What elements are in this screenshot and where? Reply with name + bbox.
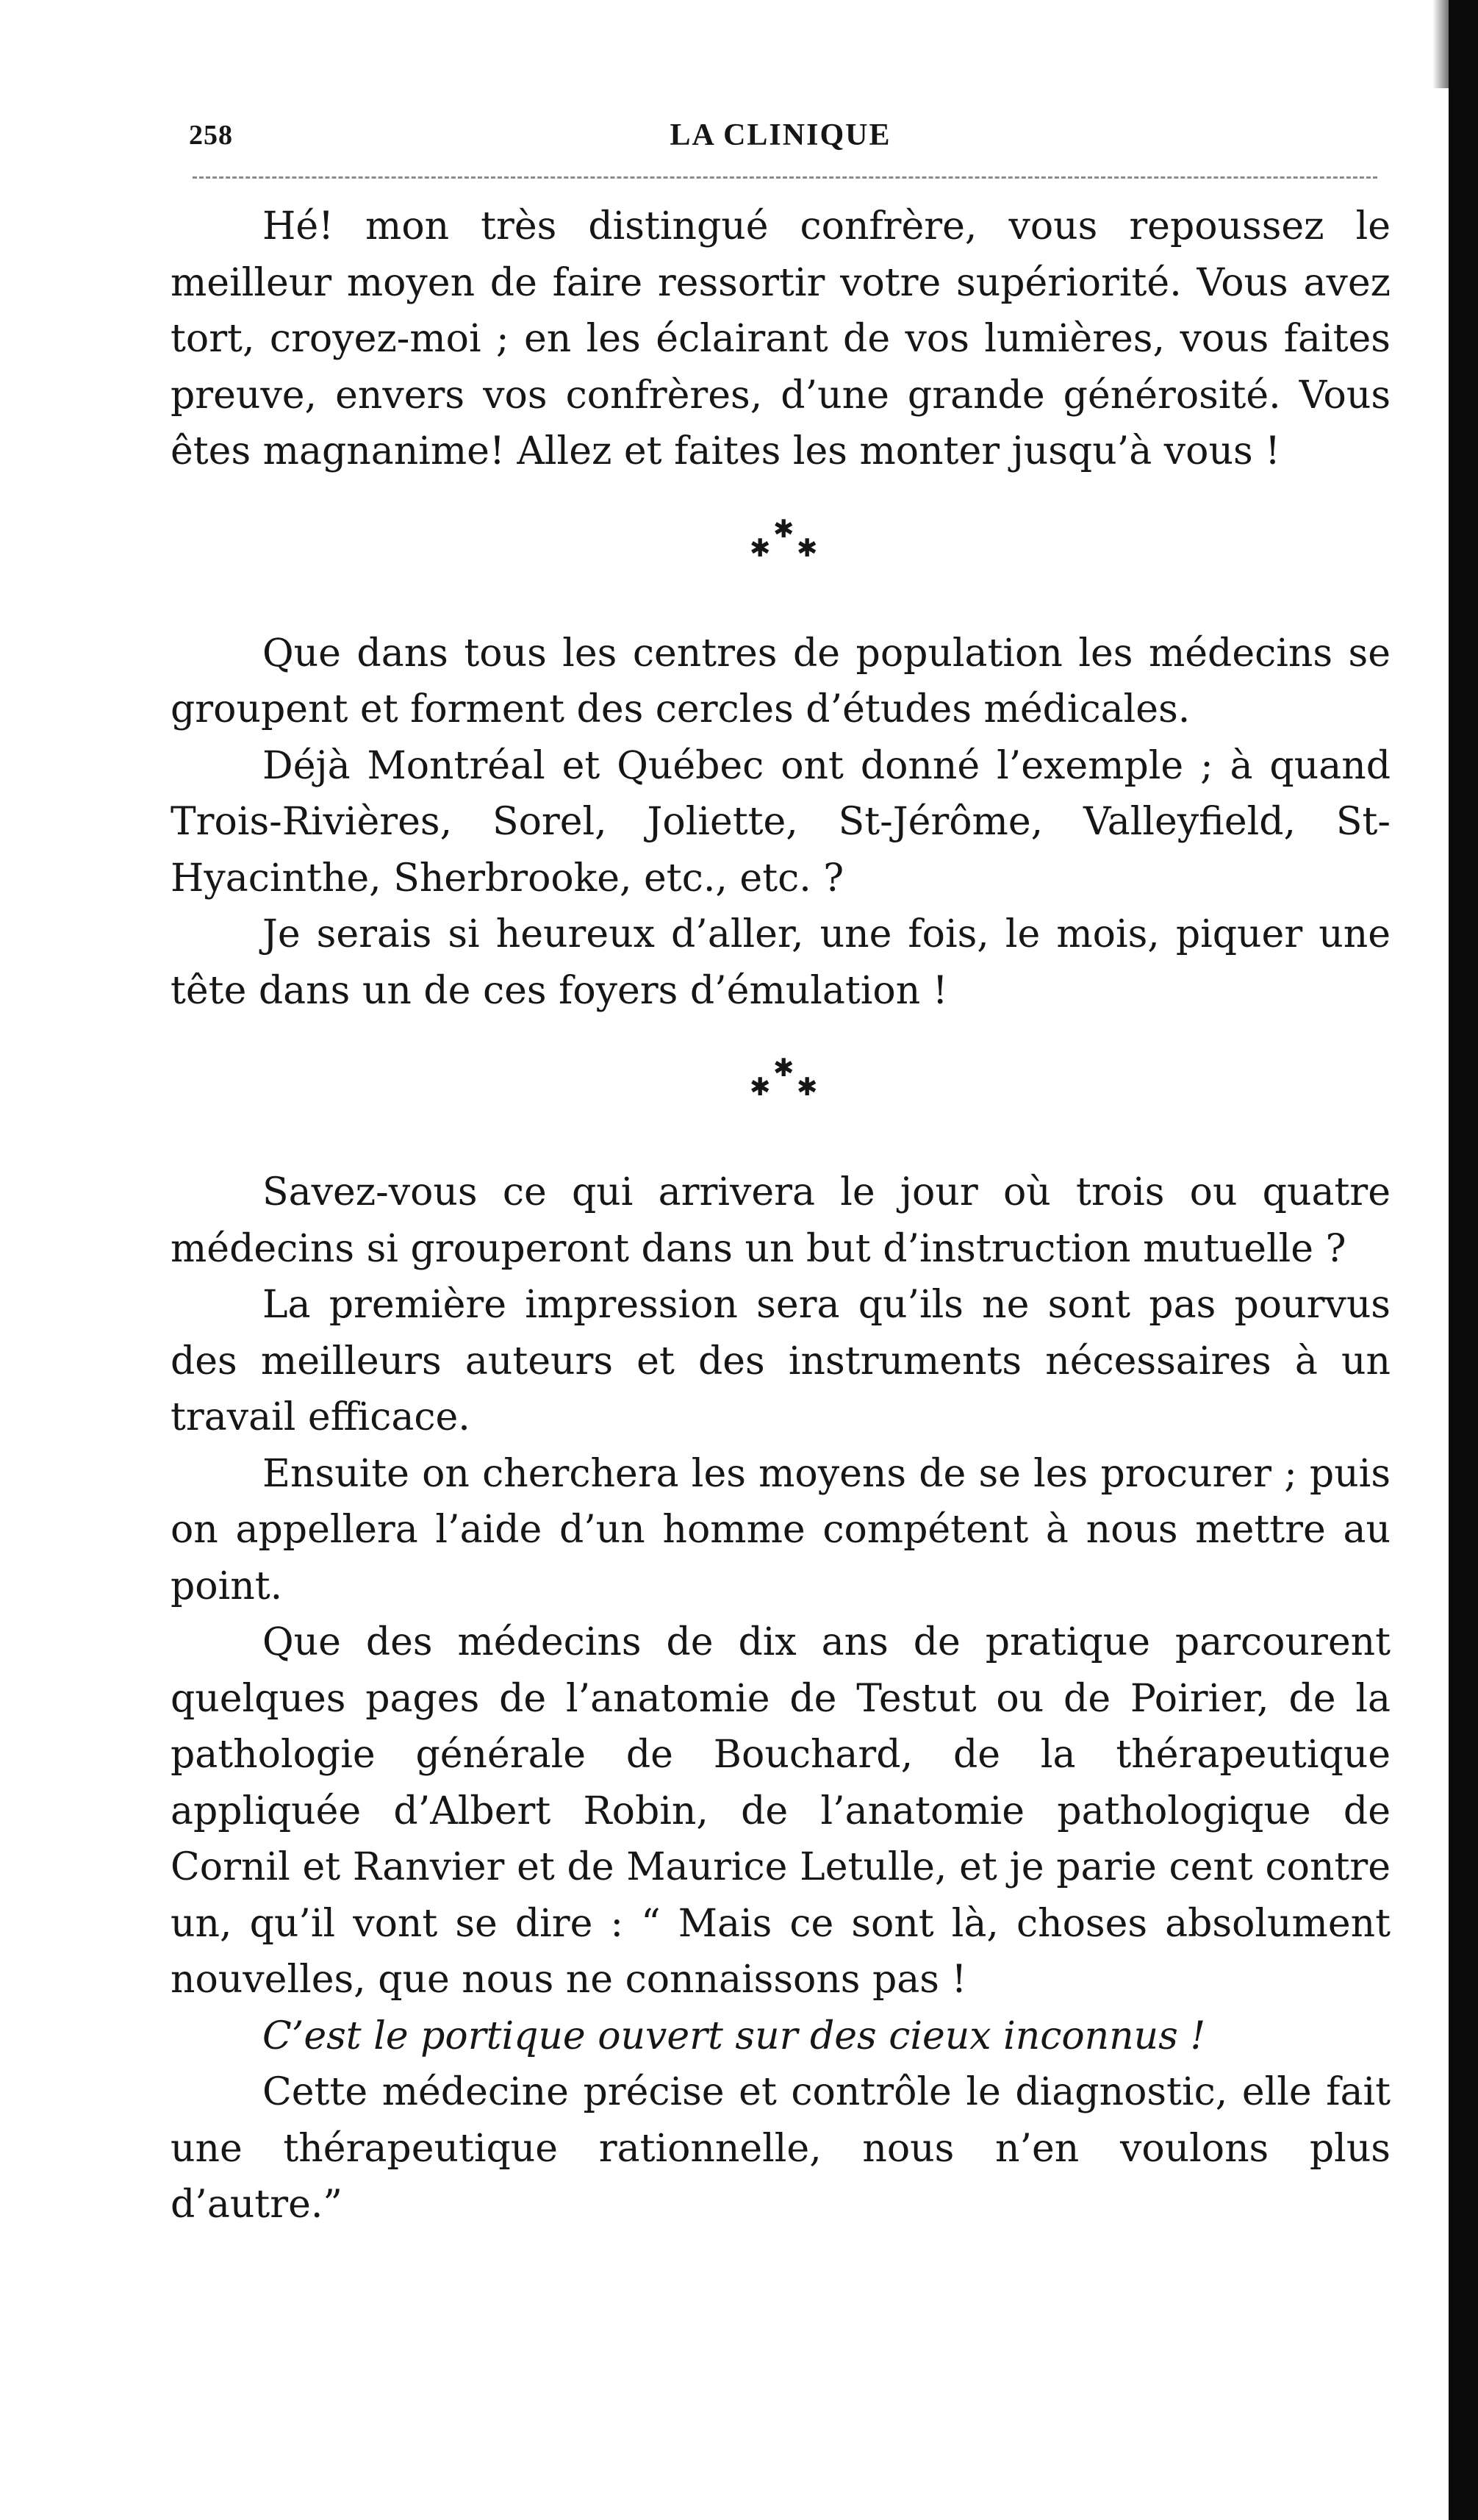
- running-header: [171, 110, 1391, 162]
- paragraph: Que des médecins de dix ans de pratique parcourent quelques pages de l’anatomie de Testut ou de Poirier, de la pathologie générale de Bouchard, de la thérapeutique appliquée d’Albert Robin, de l’anatomie pathologique de Cornil et Ranvier et de Maurice Letulle, et je parie cent contre un, qu’il vont se dire : “ Mais ce sont là, choses absolument nouvelles, que nous ne connaissons pas !: [171, 1620, 1391, 2002]
- asterism-star-icon: ✱: [750, 533, 771, 563]
- paragraph: Je serais si heureux d’aller, une fois, le mois, piquer une tête dans un de ces foyers d’émulation !: [171, 912, 1391, 1013]
- paragraph: Savez-vous ce qui arrivera le jour où trois ou quatre médecins si grouperont dans un but d’instruction mutuelle ?: [171, 1170, 1391, 1271]
- paragraph: Déjà Montréal et Québec ont donné l’exemple ; à quand Trois-Rivières, Sorel, Joliette, St-Jérôme, Valleyfield, St-Hyacinthe, Sherbrooke, etc., etc. ?: [171, 743, 1391, 901]
- asterism-star-icon: ✱: [773, 1053, 794, 1083]
- asterism-star-icon: ✱: [797, 533, 818, 563]
- paragraph: Cette médecine précise et contrôle le diagnostic, elle fait une thérapeutique rationnelle, nous n’en voulons plus d’autre.”: [171, 2070, 1391, 2227]
- body-text: [171, 198, 1391, 2233]
- italic-quote: C’est le portique ouvert sur des cieux inconnus !: [262, 2014, 1206, 2058]
- paragraph: Hé! mon très distingué confrère, vous repoussez le meilleur moyen de faire ressortir votre supériorité. Vous avez tort, croyez-moi ; en les éclairant de vos lumières, vous faites preuve, envers vos confrères, d’une grande générosité. Vous êtes magnanime! Allez et faites les monter jusqu’à vous !: [171, 204, 1391, 473]
- paragraph: Que dans tous les centres de population les médecins se groupent et forment des cercles d’études médicales.: [171, 631, 1391, 731]
- page-number: 258: [189, 120, 233, 151]
- scan-page-edge: [1449, 0, 1478, 2520]
- asterism-divider: [171, 1019, 1391, 1164]
- asterism-star-icon: ✱: [773, 514, 794, 544]
- asterism-divider: [171, 480, 1391, 626]
- asterism-star-icon: ✱: [797, 1073, 818, 1102]
- paragraph: Ensuite on cherchera les moyens de se les procurer ; puis on appellera l’aide d’un homme compétent à nous mettre au point.: [171, 1451, 1391, 1608]
- paragraph: La première impression sera qu’ils ne sont pas pourvus des meilleurs auteurs et des instruments nécessaires à un travail efficace.: [171, 1283, 1391, 1439]
- running-title: LA CLINIQUE: [670, 118, 892, 152]
- asterism-star-icon: ✱: [750, 1073, 771, 1102]
- header-rule: [193, 176, 1377, 179]
